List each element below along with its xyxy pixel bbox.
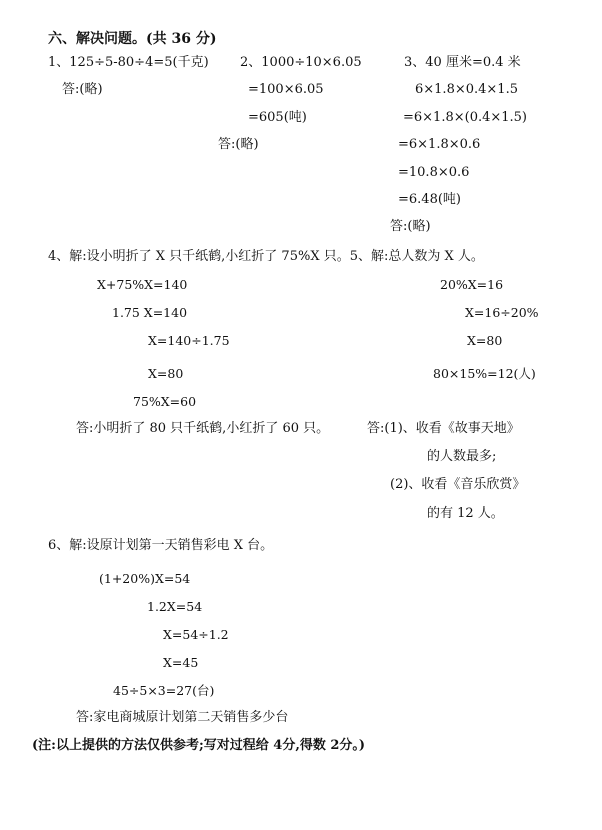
- q5-answer1b: 的人数最多;: [427, 449, 497, 464]
- q3-line1: 3、40 厘米=0.4 米: [404, 55, 521, 70]
- q4-step5: 75%X=60: [133, 394, 197, 409]
- q6-step2: 1.2X=54: [147, 599, 203, 614]
- q1-answer: 答:(略): [62, 82, 103, 97]
- q3-line6: =6.48(吨): [398, 192, 461, 207]
- q4-step1: X+75%X=140: [97, 277, 188, 292]
- q3-line4: =6×1.8×0.6: [398, 137, 481, 152]
- q2-line1: 2、1000÷10×6.05: [240, 55, 362, 70]
- q3-line5: =10.8×0.6: [398, 165, 470, 180]
- q4-step2: 1.75 X=140: [112, 305, 188, 320]
- q3-answer: 答:(略): [390, 219, 431, 234]
- q5-step2: X=16÷20%: [465, 305, 539, 320]
- q5-step3: X=80: [467, 333, 503, 348]
- q4-q5-header: 4、解:设小明折了 X 只千纸鹤,小红折了 75%X 只。5、解:总人数为 X 人。: [48, 249, 484, 264]
- q6-step1: (1+20%)X=54: [99, 571, 191, 586]
- q4-step4: X=80: [148, 366, 184, 381]
- q5-answer2: (2)、收看《音乐欣赏》: [390, 477, 526, 492]
- q6-answer: 答:家电商城原计划第二天销售多少台: [76, 710, 289, 725]
- q3-line3: =6×1.8×(0.4×1.5): [403, 110, 528, 125]
- q2-answer: 答:(略): [218, 137, 259, 152]
- q1-line1: 1、125÷5-80÷4=5(千克): [48, 55, 209, 70]
- scoring-note: (注:以上提供的方法仅供参考;写对过程给 4分,得数 2分。): [32, 738, 366, 753]
- q2-line2: =100×6.05: [248, 82, 324, 97]
- q6-step4: X=45: [163, 655, 199, 670]
- q5-answer2b: 的有 12 人。: [427, 506, 504, 521]
- q3-line2: 6×1.8×0.4×1.5: [415, 82, 518, 97]
- q4-answer: 答:小明折了 80 只千纸鹤,小红折了 60 只。: [76, 421, 330, 436]
- q5-step1: 20%X=16: [440, 277, 504, 292]
- q6-step5: 45÷5×3=27(台): [113, 683, 215, 698]
- q2-line3: =605(吨): [248, 110, 307, 125]
- section-title: 六、解决问题。(共 36 分): [48, 31, 217, 47]
- q6-header: 6、解:设原计划第一天销售彩电 X 台。: [48, 538, 274, 553]
- q4-step3: X=140÷1.75: [148, 333, 230, 348]
- q6-step3: X=54÷1.2: [163, 627, 229, 642]
- q5-answer1: 答:(1)、收看《故事天地》: [367, 421, 520, 436]
- q5-step4: 80×15%=12(人): [433, 366, 536, 381]
